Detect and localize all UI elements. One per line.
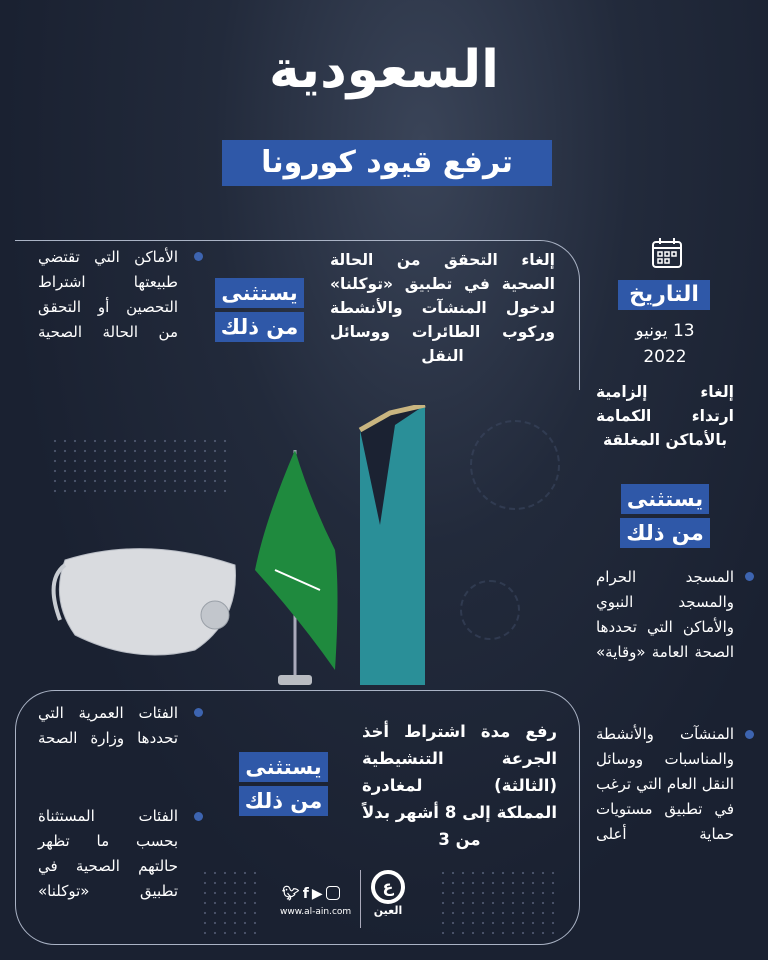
bullet: [194, 252, 203, 261]
except-label-line1: يستثنى: [215, 278, 303, 308]
page-subtitle: ترفع قيود كورونا: [222, 140, 552, 186]
rule3-except-label: [236, 752, 331, 816]
rule1-except-label: [620, 484, 710, 548]
except-label-line1: يستثنى: [239, 752, 327, 782]
bullet: [194, 708, 203, 717]
dot-pattern: [50, 436, 230, 496]
calendar-icon: [650, 236, 684, 270]
date-label: التاريخ: [618, 280, 710, 310]
except-label-line2: من ذلك: [239, 786, 328, 816]
page-title: السعودية: [269, 40, 499, 100]
youtube-icon[interactable]: ▶: [311, 886, 323, 902]
bullet: [745, 572, 754, 581]
saudi-flag-image: [250, 440, 340, 690]
rule3-exception-2: الفئات المستثناة بحسب ما تظهر حالتهم الصحية في تطبيق «توكلنا»: [38, 807, 178, 900]
virus-image: [460, 580, 520, 640]
rule2-except-label: [212, 278, 307, 342]
face-mask-image: [45, 540, 245, 660]
rule2-text: إلغاء التحقق من الحالة الصحية في تطبيق «توكلنا» لدخول المنشآت والأنشطة وركوب الطائرات ووسائل النقل: [330, 251, 555, 365]
rule2-exception-1: الأماكن التي تقتضي طبيعتها اشتراط التحصين أو التحقق من الحالة الصحية: [38, 248, 178, 341]
twitter-icon[interactable]: 🐦︎: [282, 886, 300, 902]
rule3-text: رفع مدة اشتراط أخذ الجرعة التنشيطية (الثالثة) لمغادرة المملكة إلى 8 أشهر بدلاً من 3: [362, 722, 557, 849]
social-icons: [282, 886, 354, 902]
date-day-month: 13 يونيو: [635, 321, 695, 341]
dot-pattern: [438, 868, 558, 938]
al-ain-logo: ع العين: [368, 870, 408, 917]
rule1-text: إلغاء إلزامية ارتداء الكمامة بالأماكن المغلقة: [596, 383, 734, 449]
kingdom-tower-image: [350, 405, 440, 690]
website-link[interactable]: www.al-ain.com: [280, 907, 352, 917]
except-label-line1: يستثنى: [621, 484, 709, 514]
facebook-icon[interactable]: f: [302, 886, 309, 902]
divider: [360, 870, 361, 928]
dot-pattern: [200, 868, 260, 938]
except-label-line2: من ذلك: [620, 518, 709, 548]
rule1-exception-2: المنشآت والأنشطة والمناسبات ووسائل النقل العام التي ترغب في تطبيق مستويات حماية أعلى: [596, 725, 734, 843]
date-year: 2022: [643, 347, 687, 367]
date-value: [600, 318, 730, 370]
logo-text: العين: [373, 904, 403, 917]
rule3-exception-1: الفئات العمرية التي تحددها وزارة الصحة: [38, 704, 178, 747]
instagram-icon[interactable]: [326, 886, 340, 900]
virus-image: [470, 420, 560, 510]
bullet: [194, 812, 203, 821]
rule1-exception-1: المسجد الحرام والمسجد النبوي والأماكن التي تحددها الصحة العامة «وقاية»: [596, 568, 734, 661]
except-label-line2: من ذلك: [215, 312, 304, 342]
bullet: [745, 730, 754, 739]
